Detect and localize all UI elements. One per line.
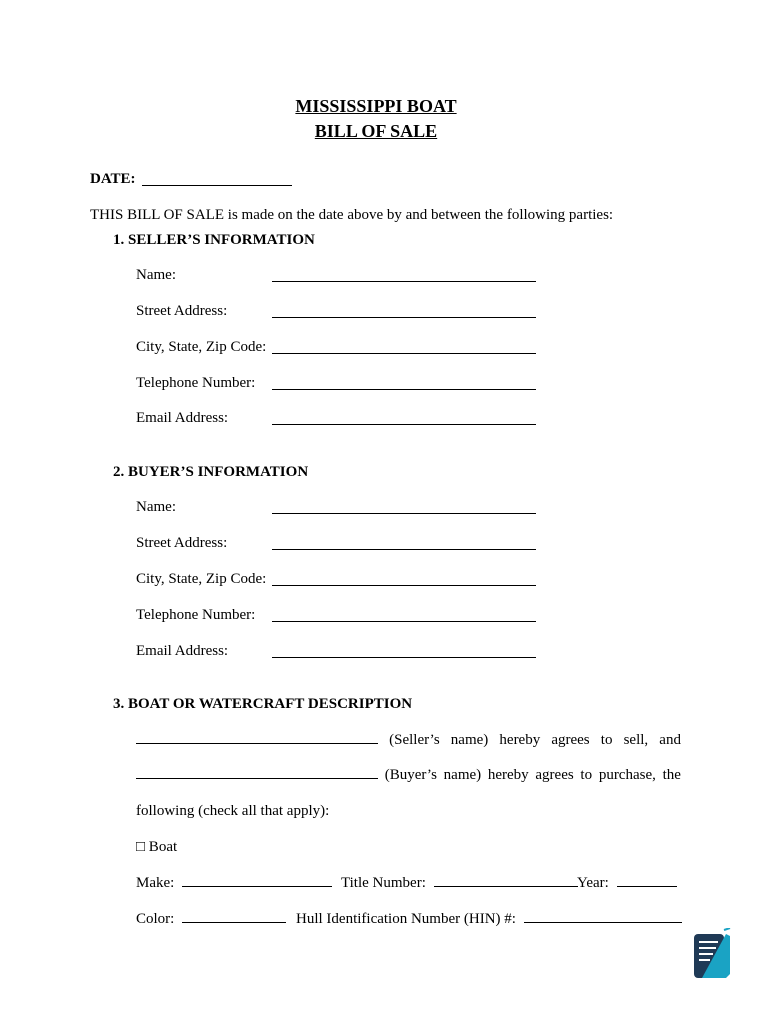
buyer-section-heading: 2. BUYER’S INFORMATION [113, 464, 309, 480]
seller-name-blank[interactable] [136, 731, 378, 744]
buyer-name-blank[interactable] [136, 766, 378, 779]
seller-agree-word: to [600, 732, 613, 748]
sellers-name-word2: name) [450, 732, 489, 748]
seller-street-label: Street Address: [136, 303, 228, 319]
following-text: following (check all that apply): [136, 803, 330, 819]
hin-row [296, 910, 682, 928]
buyer-street-label: Street Address: [136, 535, 228, 551]
title-number-field[interactable] [434, 874, 578, 887]
make-label: Make: [136, 875, 175, 891]
year-field[interactable] [617, 874, 677, 887]
boat-section-heading: 3. BOAT OR WATERCRAFT DESCRIPTION [113, 696, 413, 712]
buyer-phone-field[interactable] [272, 621, 536, 622]
title-number-row [341, 874, 578, 892]
make-row [136, 874, 332, 892]
buyer-agree-word: purchase, [598, 767, 656, 783]
color-label: Color: [136, 911, 175, 927]
buyer-phone-label: Telephone Number: [136, 607, 256, 623]
date-label: DATE: [90, 171, 136, 187]
seller-agree-word: sell, [623, 732, 649, 748]
color-row [136, 910, 286, 928]
buyer-agree-word: hereby [487, 767, 529, 783]
buyer-name-label: Name: [136, 499, 176, 515]
buyer-street-field[interactable] [272, 549, 536, 550]
seller-name-field[interactable] [272, 281, 536, 282]
buyer-email-field[interactable] [272, 657, 536, 658]
seller-agree-word: hereby [499, 732, 541, 748]
sellers-name-word1: (Seller’s [389, 732, 440, 748]
seller-email-field[interactable] [272, 424, 536, 425]
hin-field[interactable] [524, 910, 682, 923]
document-title-line1: MISSISSIPPI BOAT [295, 96, 457, 116]
buyers-name-word2: name) [443, 767, 482, 783]
buyer-city-label: City, State, Zip Code: [136, 571, 267, 587]
document-pen-logo-icon [692, 928, 732, 980]
buyers-name-word1: (Buyer’s [384, 767, 437, 783]
title-number-label: Title Number: [341, 875, 426, 891]
seller-agree-word: agrees [551, 732, 590, 748]
seller-city-field[interactable] [272, 353, 536, 354]
buyer-agree-word: agrees [535, 767, 574, 783]
boat-checkbox[interactable]: □ Boat [136, 839, 178, 855]
date-field[interactable] [142, 170, 292, 186]
buyer-email-label: Email Address: [136, 643, 229, 659]
seller-city-label: City, State, Zip Code: [136, 339, 267, 355]
make-field[interactable] [182, 874, 332, 887]
seller-section-heading: 1. SELLER’S INFORMATION [113, 232, 315, 248]
buyer-agreement-line [136, 766, 681, 784]
year-row [577, 874, 677, 892]
year-label: Year: [577, 875, 609, 891]
document-title-line2: BILL OF SALE [314, 121, 438, 141]
buyer-agree-word: to [580, 767, 593, 783]
buyer-name-field[interactable] [272, 513, 536, 514]
seller-phone-label: Telephone Number: [136, 375, 256, 391]
seller-agreement-line [136, 731, 681, 749]
color-field[interactable] [182, 910, 286, 923]
seller-name-label: Name: [136, 267, 176, 283]
hin-label: Hull Identification Number (HIN) #: [296, 911, 516, 927]
buyer-city-field[interactable] [272, 585, 536, 586]
seller-email-label: Email Address: [136, 410, 229, 426]
intro-text: THIS BILL OF SALE is made on the date above by and between the following parties: [90, 207, 614, 223]
buyer-agree-word: the [662, 767, 681, 783]
seller-street-field[interactable] [272, 317, 536, 318]
seller-agree-word: and [659, 732, 681, 748]
seller-phone-field[interactable] [272, 389, 536, 390]
